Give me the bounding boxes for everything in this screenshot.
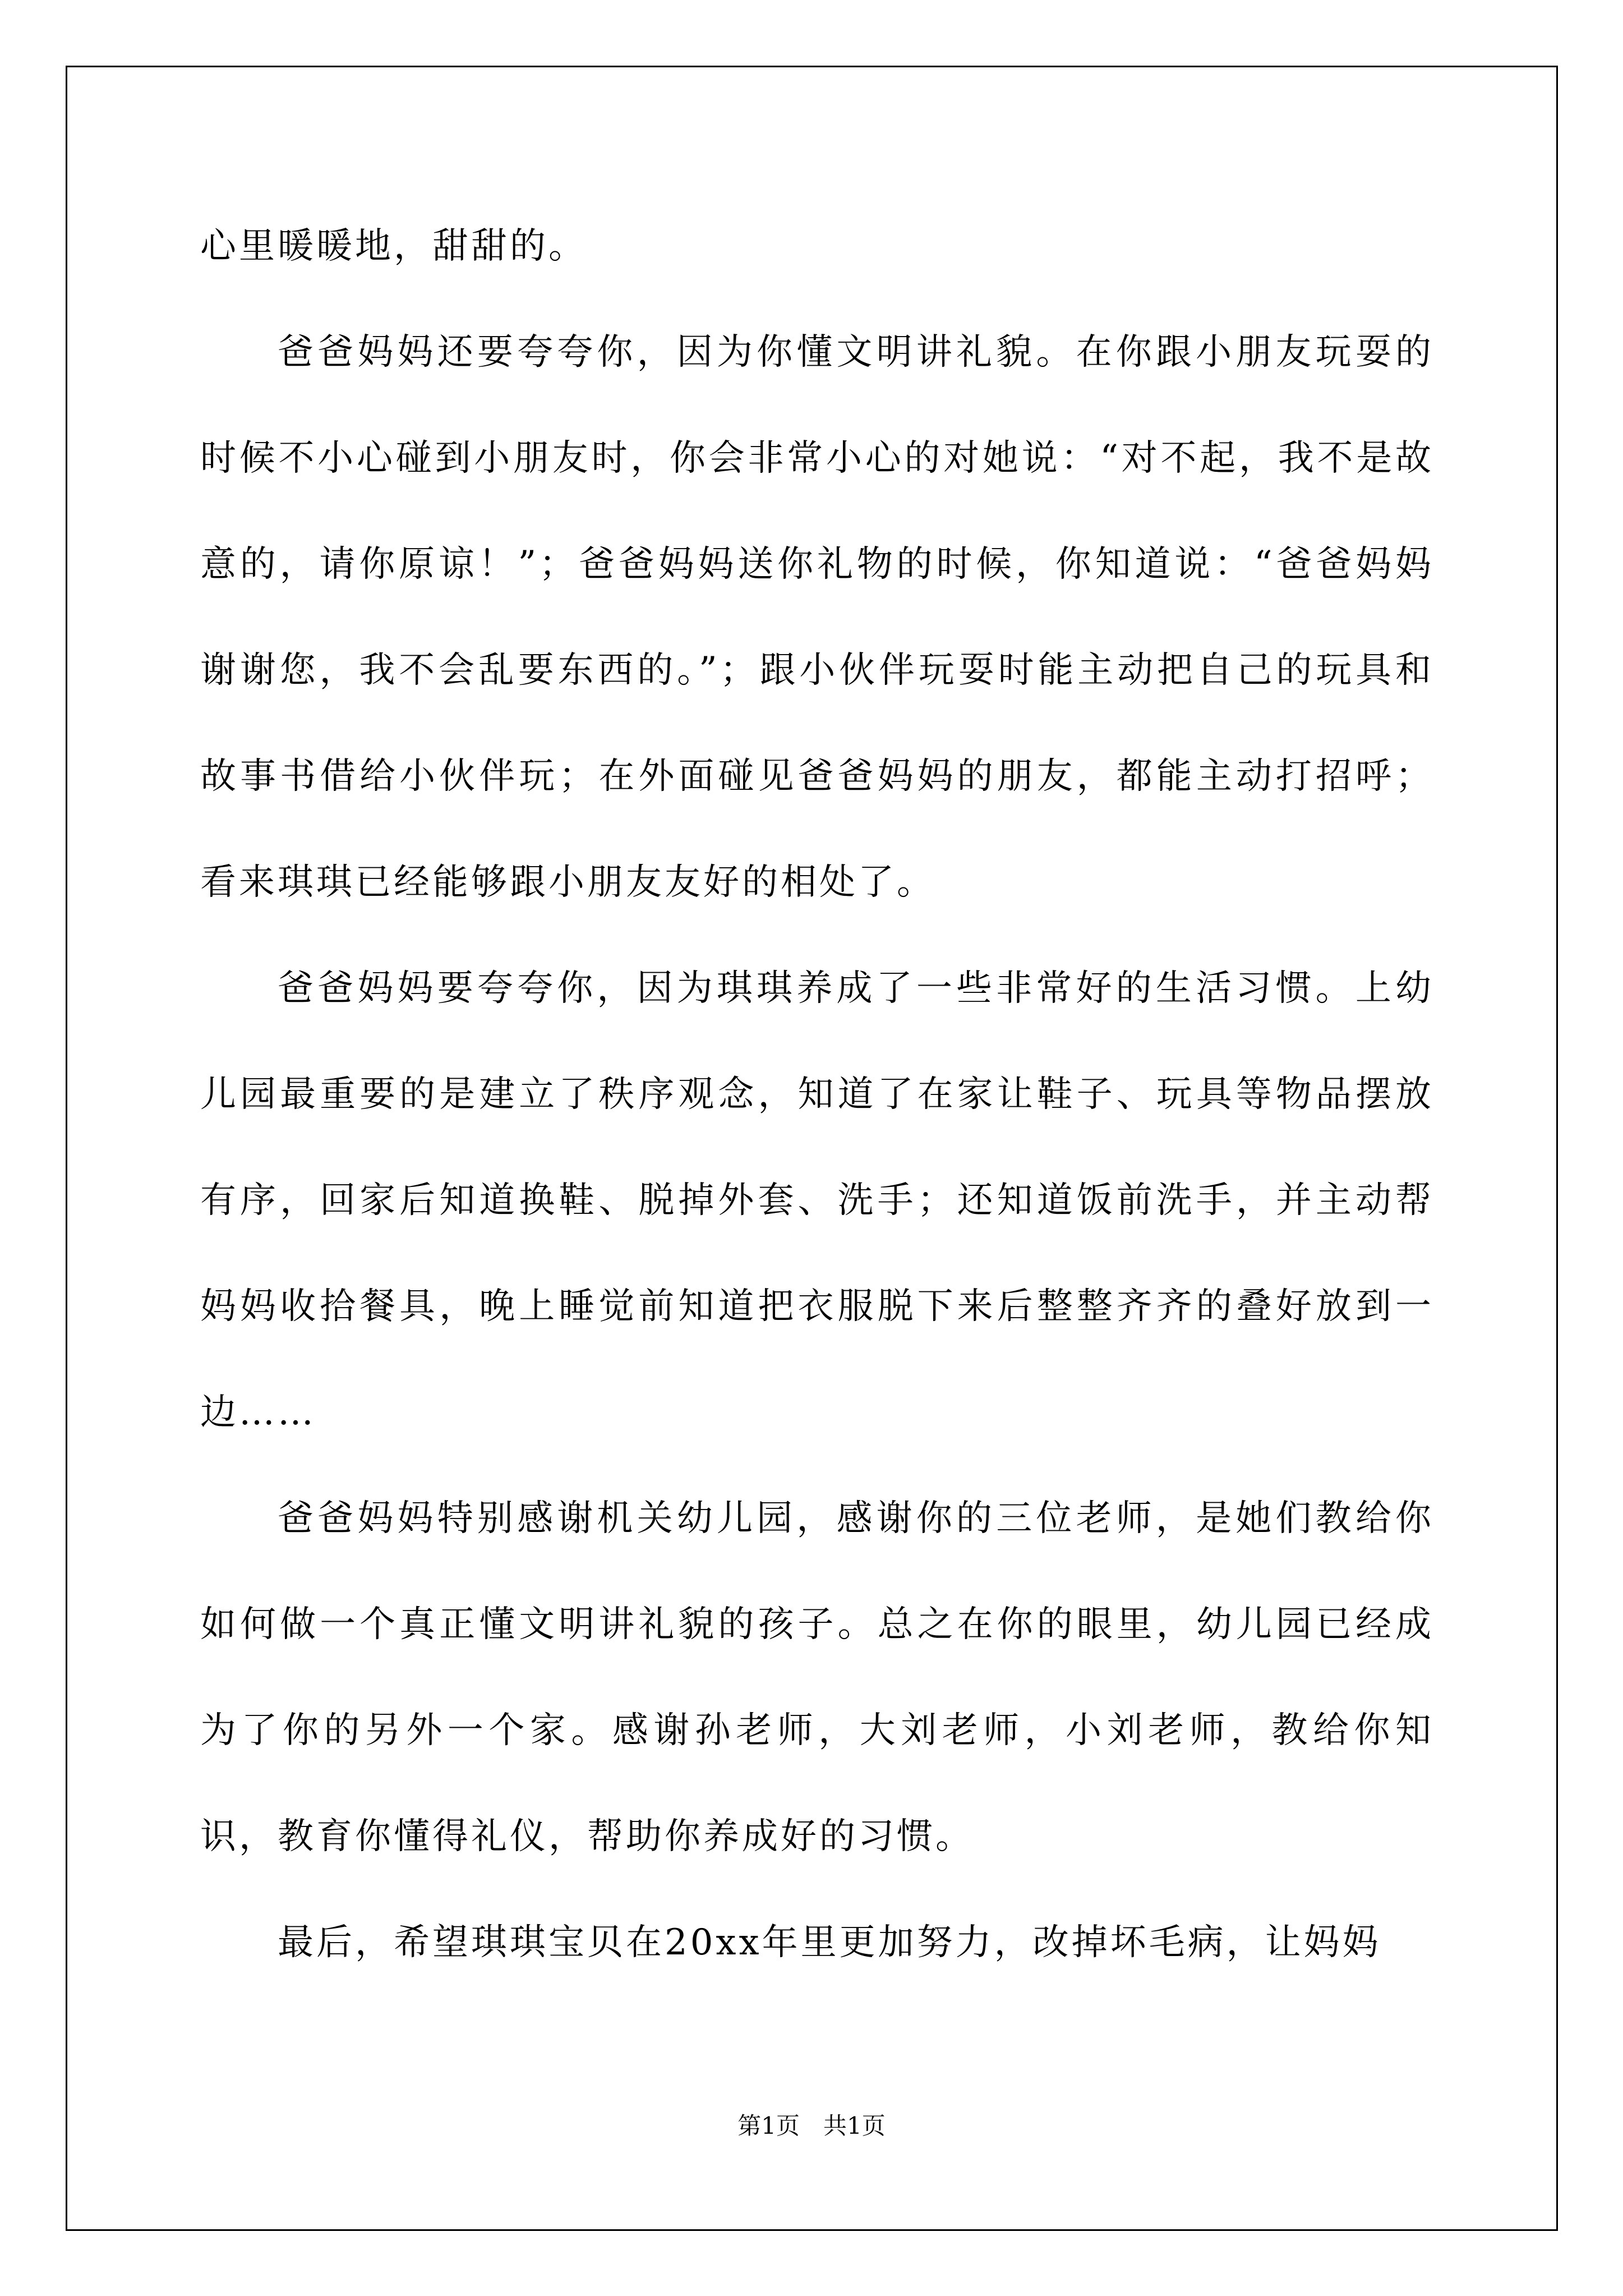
paragraph-closing: 最后，希望琪琪宝贝在20xx年里更加努力，改掉坏毛病，让妈妈 (278, 1922, 1381, 1963)
document-body (200, 194, 1434, 1996)
paragraph-thanks-kindergarten: 爸爸妈妈特别感谢机关幼儿园，感谢你的三位老师，是她们教给你如何做一个真正懂文明讲礼貌的孩子。总之在你的眼里，幼儿园已经成为了你的另外一个家。感谢孙老师，大刘老师，小刘老师，教给你知识，教育你懂得礼仪，帮助你养成好的习惯。 (200, 1498, 1434, 1857)
paragraph-praise-manners: 爸爸妈妈还要夸夸你，因为你懂文明讲礼貌。在你跟小朋友玩耍的时候不小心碰到小朋友时，你会非常小心的对她说：“对不起，我不是故意的，请你原谅！”；爸爸妈妈送你礼物的时候，你知道说：“爸爸妈妈谢谢您，我不会乱要东西的。”；跟小伙伴玩耍时能主动把自己的玩具和故事书借给小伙伴玩；在外面碰见爸爸妈妈的朋友，都能主动打招呼；看来琪琪已经能够跟小朋友友好的相处了。 (200, 332, 1434, 903)
paragraph-continued: 心里暖暖地，甜甜的。 (200, 226, 587, 267)
page-footer (0, 2109, 1623, 2143)
paragraph-praise-habits: 爸爸妈妈要夸夸你，因为琪琪养成了一些非常好的生活习惯。上幼儿园最重要的是建立了秩序观念，知道了在家让鞋子、玩具等物品摆放有序，回家后知道换鞋、脱掉外套、洗手；还知道饭前洗手，并主动帮妈妈收拾餐具，晚上睡觉前知道把衣服脱下来后整整齐齐的叠好放到一边…… (200, 968, 1434, 1433)
page-number: 第1页 共1页 (737, 2112, 886, 2139)
